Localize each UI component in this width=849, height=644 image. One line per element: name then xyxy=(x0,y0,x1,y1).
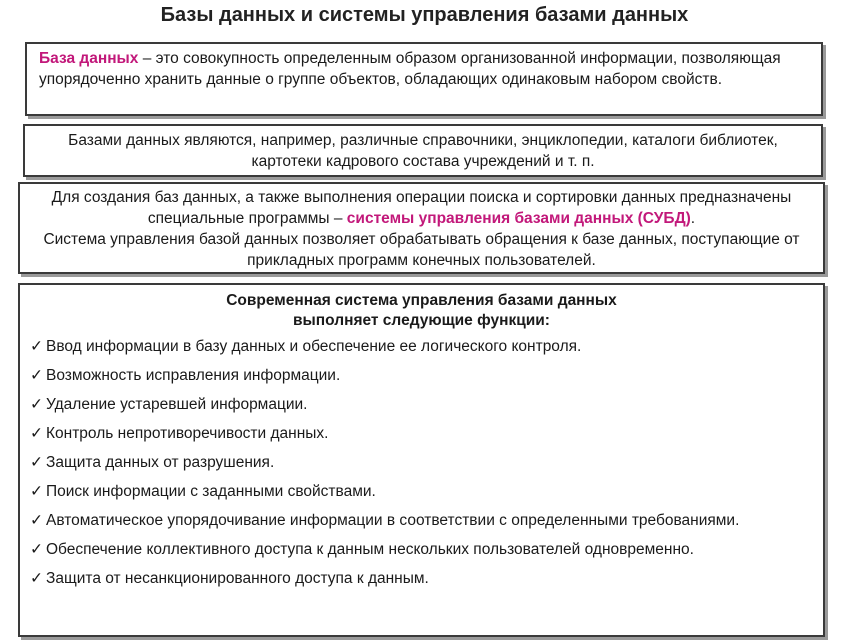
definition-text: – это совокупность определенным образом организованной информации, позволяющая упорядоченно хранить данные о группе объектов, обладающих одинаковым набором свойств. xyxy=(39,50,781,88)
check-icon: ✓ xyxy=(30,541,43,558)
check-icon: ✓ xyxy=(30,338,43,355)
function-item xyxy=(30,395,813,415)
definition-box xyxy=(25,42,823,116)
function-item-text: Автоматическое упорядочивание информации в соответствии с определенными требованиями. xyxy=(46,512,740,529)
function-item xyxy=(30,482,813,502)
function-item xyxy=(30,453,813,473)
dbms-intro-text: Для создания баз данных, а также выполнения операции поиска и сортировки данных предназначены специальные программы – xyxy=(51,189,792,227)
function-item-text: Обеспечение коллективного доступа к данным нескольких пользователей одновременно. xyxy=(46,541,694,558)
dbms-box xyxy=(18,182,825,274)
functions-list xyxy=(30,337,813,589)
function-item xyxy=(30,337,813,357)
check-icon: ✓ xyxy=(30,512,43,529)
function-item-text: Поиск информации с заданными свойствами. xyxy=(46,483,376,500)
function-item-text: Удаление устаревшей информации. xyxy=(46,396,308,413)
dbms-intro-paragraph xyxy=(30,187,813,229)
check-icon: ✓ xyxy=(30,367,43,384)
function-item xyxy=(30,424,813,444)
function-item xyxy=(30,511,813,531)
check-icon: ✓ xyxy=(30,570,43,587)
examples-text: Базами данных являются, например, различные справочники, энциклопедии, каталоги библиотек, картотеки кадрового состава учреждений и т. п. xyxy=(68,132,778,170)
functions-heading xyxy=(30,291,813,331)
functions-heading-line2: выполняет следующие функции: xyxy=(293,312,550,329)
dbms-description: Система управления базой данных позволяет обрабатывать обращения к базе данных, поступающие от прикладных программ конечных пользователей. xyxy=(43,231,800,269)
function-item-text: Защита данных от разрушения. xyxy=(46,454,275,471)
check-icon: ✓ xyxy=(30,425,43,442)
function-item xyxy=(30,540,813,560)
functions-box xyxy=(18,283,825,637)
function-item-text: Защита от несанкционированного доступа к данным. xyxy=(46,570,429,587)
dbms-intro-end: . xyxy=(690,210,696,227)
function-item-text: Ввод информации в базу данных и обеспечение ее логического контроля. xyxy=(46,338,582,355)
dbms-term: системы управления базами данных (СУБД) xyxy=(346,210,691,227)
function-item xyxy=(30,569,813,589)
check-icon: ✓ xyxy=(30,396,43,413)
check-icon: ✓ xyxy=(30,454,43,471)
page-title: Базы данных и системы управления базами данных xyxy=(160,4,689,26)
check-icon: ✓ xyxy=(30,483,43,500)
function-item-text: Возможность исправления информации. xyxy=(46,367,341,384)
definition-term: База данных xyxy=(39,50,139,67)
function-item-text: Контроль непротиворечивости данных. xyxy=(46,425,329,442)
examples-box xyxy=(23,124,823,177)
function-item xyxy=(30,366,813,386)
functions-heading-line1: Современная система управления базами данных xyxy=(226,292,617,309)
